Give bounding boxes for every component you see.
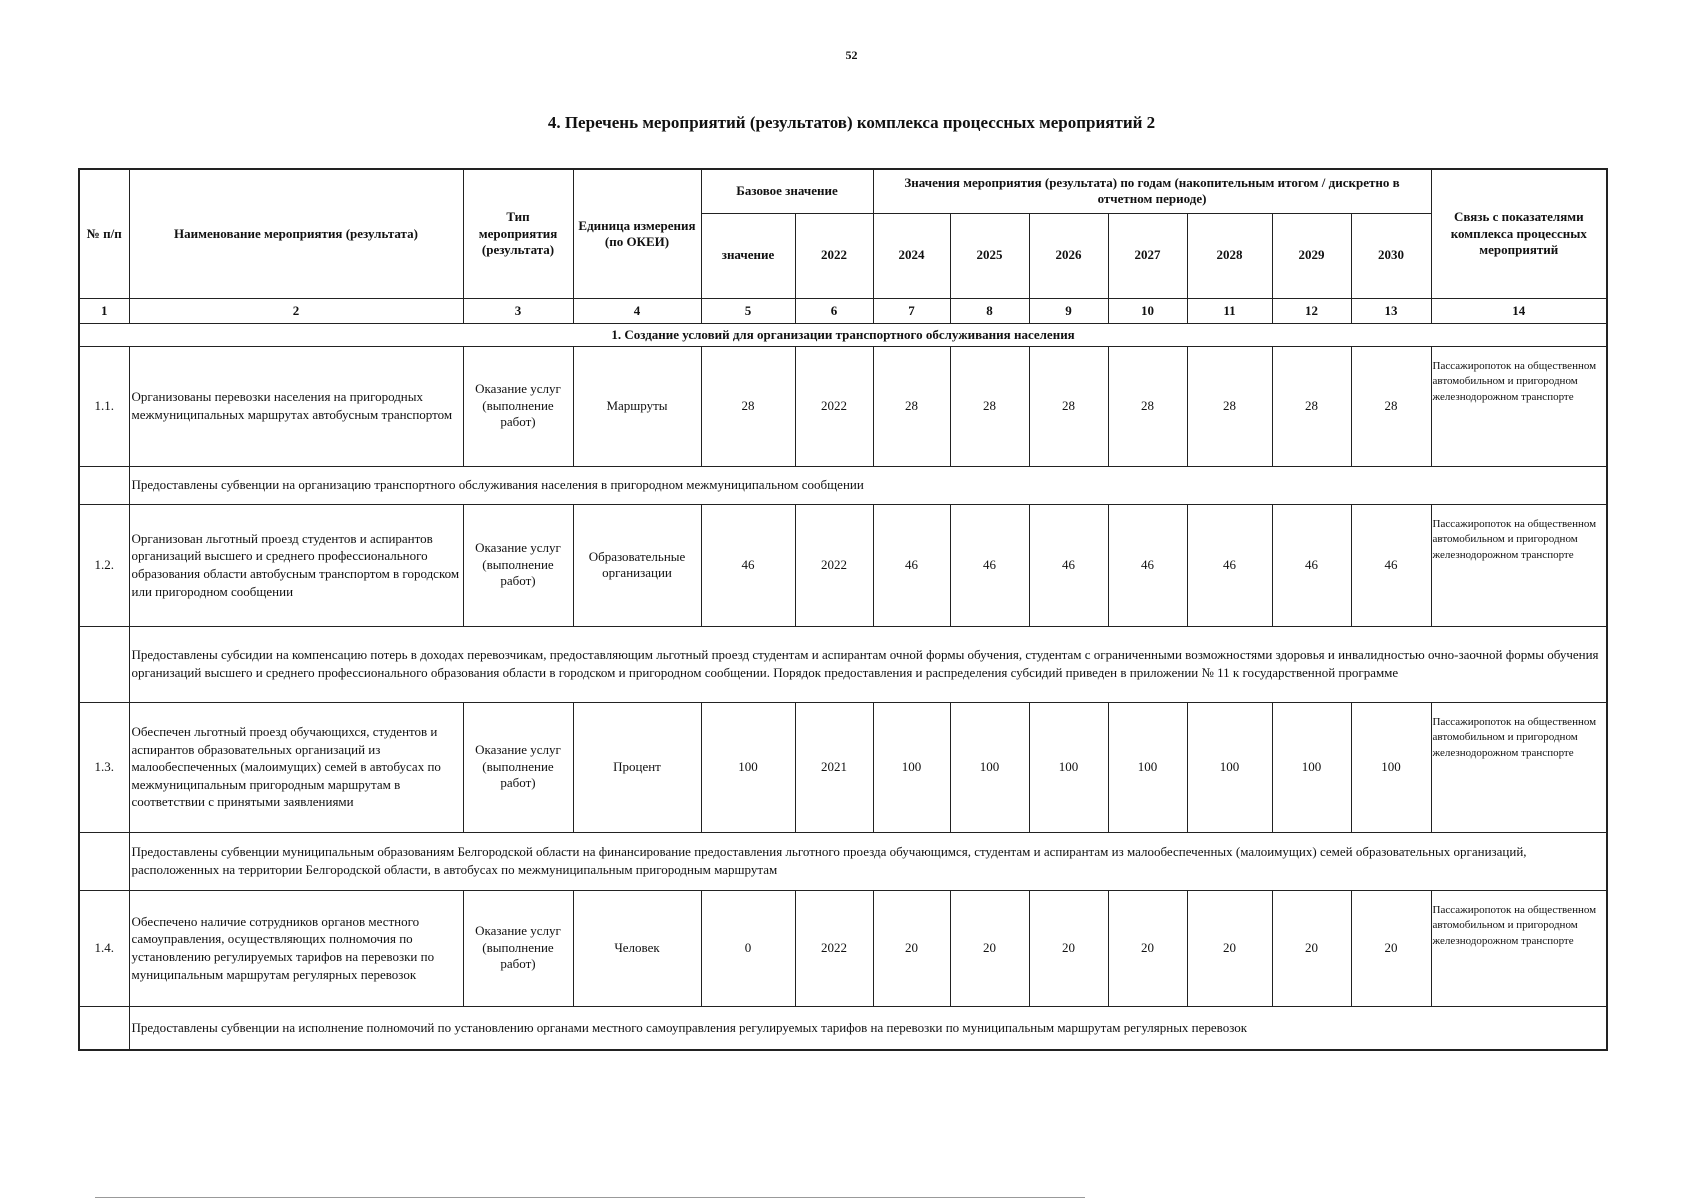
- description-row: [79, 1006, 1607, 1050]
- row-description: Предоставлены субсидии на компенсацию потерь в доходах перевозчикам, предоставляющим льготный проезд студентам и аспирантам очной формы обучения, студентам с ограниченными возможностями здоровья и инвалидностью очно-заочной формы обучения организаций высшего и среднего профессионального образования области в городском и пригородном сообщении. Порядок предоставления и распределения субсидий приведен в приложении № 11 к государственной программе: [129, 626, 1607, 702]
- column-number: 2: [129, 298, 463, 323]
- row-base-year: 2021: [795, 702, 873, 832]
- row-value: 100: [1029, 702, 1108, 832]
- row-link: Пассажиропоток на общественном автомобильном и пригородном железнодорожном транспорте: [1431, 504, 1607, 626]
- header-year: 2029: [1272, 213, 1351, 298]
- row-value: 46: [1272, 504, 1351, 626]
- row-value: 46: [1108, 504, 1187, 626]
- row-num: 1.4.: [79, 890, 129, 1006]
- row-value: 20: [1187, 890, 1272, 1006]
- row-num: 1.1.: [79, 346, 129, 466]
- row-name: Обеспечен льготный проезд обучающихся, студентов и аспирантов образовательных организаций из малообеспеченных (малоимущих) семей в автобусах по межмуниципальным пригородным маршрутам в соответствии с принятыми заявлениями: [129, 702, 463, 832]
- row-value: 20: [1272, 890, 1351, 1006]
- row-num: 1.2.: [79, 504, 129, 626]
- row-value: 28: [873, 346, 950, 466]
- header-year: 2026: [1029, 213, 1108, 298]
- header-type: Тип мероприятия (результата): [463, 169, 573, 298]
- header-num: № п/п: [79, 169, 129, 298]
- column-number: 11: [1187, 298, 1272, 323]
- column-number: 12: [1272, 298, 1351, 323]
- row-link: Пассажиропоток на общественном автомобильном и пригородном железнодорожном транспорте: [1431, 702, 1607, 832]
- section-row: [79, 323, 1607, 346]
- row-num-empty: [79, 1006, 129, 1050]
- row-value: 100: [873, 702, 950, 832]
- row-value: 28: [1272, 346, 1351, 466]
- row-link: Пассажиропоток на общественном автомобильном и пригородном железнодорожном транспорте: [1431, 890, 1607, 1006]
- measures-table: [78, 168, 1608, 1051]
- row-description: Предоставлены субвенции на исполнение полномочий по установлению органами местного самоуправления регулируемых тарифов на перевозки по муниципальным маршрутам регулярных перевозок: [129, 1006, 1607, 1050]
- row-num-empty: [79, 466, 129, 504]
- row-unit: Процент: [573, 702, 701, 832]
- row-base-year: 2022: [795, 504, 873, 626]
- row-value: 46: [1029, 504, 1108, 626]
- row-value: 46: [1187, 504, 1272, 626]
- row-name: Организованы перевозки населения на пригородных межмуниципальных маршрутах автобусным транспортом: [129, 346, 463, 466]
- row-value: 20: [1351, 890, 1431, 1006]
- header-year: 2025: [950, 213, 1029, 298]
- row-value: 28: [950, 346, 1029, 466]
- description-row: [79, 832, 1607, 890]
- row-value: 28: [1351, 346, 1431, 466]
- header-base-year: 2022: [795, 213, 873, 298]
- row-value: 46: [1351, 504, 1431, 626]
- header-name: Наименование мероприятия (результата): [129, 169, 463, 298]
- page-title: 4. Перечень мероприятий (результатов) комплекса процессных мероприятий 2: [547, 113, 1156, 132]
- row-type: Оказание услуг (выполнение работ): [463, 504, 573, 626]
- header-base-value: значение: [701, 213, 795, 298]
- row-type: Оказание услуг (выполнение работ): [463, 346, 573, 466]
- column-number: 13: [1351, 298, 1431, 323]
- header-unit: Единица измерения (по ОКЕИ): [573, 169, 701, 298]
- column-number: 3: [463, 298, 573, 323]
- row-value: 46: [873, 504, 950, 626]
- table-row: [79, 504, 1607, 626]
- column-numbers-row: [79, 298, 1607, 323]
- row-base-value: 0: [701, 890, 795, 1006]
- column-number: 7: [873, 298, 950, 323]
- row-unit: Образовательные организации: [573, 504, 701, 626]
- page-number: 52: [845, 48, 858, 62]
- row-value: 20: [1029, 890, 1108, 1006]
- header-base-group: Базовое значение: [701, 169, 873, 213]
- table-row: [79, 346, 1607, 466]
- description-row: [79, 466, 1607, 504]
- row-value: 28: [1187, 346, 1272, 466]
- header-link: Связь с показателями комплекса процессных мероприятий: [1431, 169, 1607, 298]
- header-year: 2028: [1187, 213, 1272, 298]
- description-row: [79, 626, 1607, 702]
- header-years-group: Значения мероприятия (результата) по годам (накопительным итогом / дискретно в отчетном периоде): [873, 169, 1431, 213]
- row-num-empty: [79, 626, 129, 702]
- row-value: 20: [1108, 890, 1187, 1006]
- column-number: 8: [950, 298, 1029, 323]
- row-base-value: 100: [701, 702, 795, 832]
- row-value: 28: [1029, 346, 1108, 466]
- table-row: [79, 702, 1607, 832]
- row-unit: Человек: [573, 890, 701, 1006]
- row-value: 20: [950, 890, 1029, 1006]
- row-value: 20: [873, 890, 950, 1006]
- header-year: 2024: [873, 213, 950, 298]
- row-value: 100: [1351, 702, 1431, 832]
- row-value: 100: [1187, 702, 1272, 832]
- row-value: 28: [1108, 346, 1187, 466]
- row-base-value: 28: [701, 346, 795, 466]
- row-base-value: 46: [701, 504, 795, 626]
- column-number: 4: [573, 298, 701, 323]
- table-row: [79, 890, 1607, 1006]
- column-number: 10: [1108, 298, 1187, 323]
- row-unit: Маршруты: [573, 346, 701, 466]
- row-type: Оказание услуг (выполнение работ): [463, 890, 573, 1006]
- row-type: Оказание услуг (выполнение работ): [463, 702, 573, 832]
- bottom-rule: [95, 1197, 1085, 1198]
- column-number: 5: [701, 298, 795, 323]
- header-year: 2030: [1351, 213, 1431, 298]
- column-number: 6: [795, 298, 873, 323]
- row-base-year: 2022: [795, 890, 873, 1006]
- row-num-empty: [79, 832, 129, 890]
- row-base-year: 2022: [795, 346, 873, 466]
- column-number: 1: [79, 298, 129, 323]
- row-description: Предоставлены субвенции на организацию транспортного обслуживания населения в пригородном межмуниципальном сообщении: [129, 466, 1607, 504]
- column-number: 14: [1431, 298, 1607, 323]
- column-number: 9: [1029, 298, 1108, 323]
- row-link: Пассажиропоток на общественном автомобильном и пригородном железнодорожном транспорте: [1431, 346, 1607, 466]
- row-description: Предоставлены субвенции муниципальным образованиям Белгородской области на финансирование предоставления льготного проезда обучающимся, студентам и аспирантам из малообеспеченных (малоимущих) семей образовательных организаций, расположенных на территории Белгородской области, в автобусах по межмуниципальным пригородным маршрутам: [129, 832, 1607, 890]
- section-title: 1. Создание условий для организации транспортного обслуживания населения: [79, 323, 1607, 346]
- row-name: Организован льготный проезд студентов и аспирантов организаций высшего и среднего профессионального образования области автобусным транспортом в городском или пригородном сообщении: [129, 504, 463, 626]
- row-num: 1.3.: [79, 702, 129, 832]
- row-name: Обеспечено наличие сотрудников органов местного самоуправления, осуществляющих полномочия по установлению регулируемых тарифов на перевозки по муниципальным маршрутам регулярных перевозок: [129, 890, 463, 1006]
- row-value: 46: [950, 504, 1029, 626]
- row-value: 100: [950, 702, 1029, 832]
- row-value: 100: [1272, 702, 1351, 832]
- header-year: 2027: [1108, 213, 1187, 298]
- row-value: 100: [1108, 702, 1187, 832]
